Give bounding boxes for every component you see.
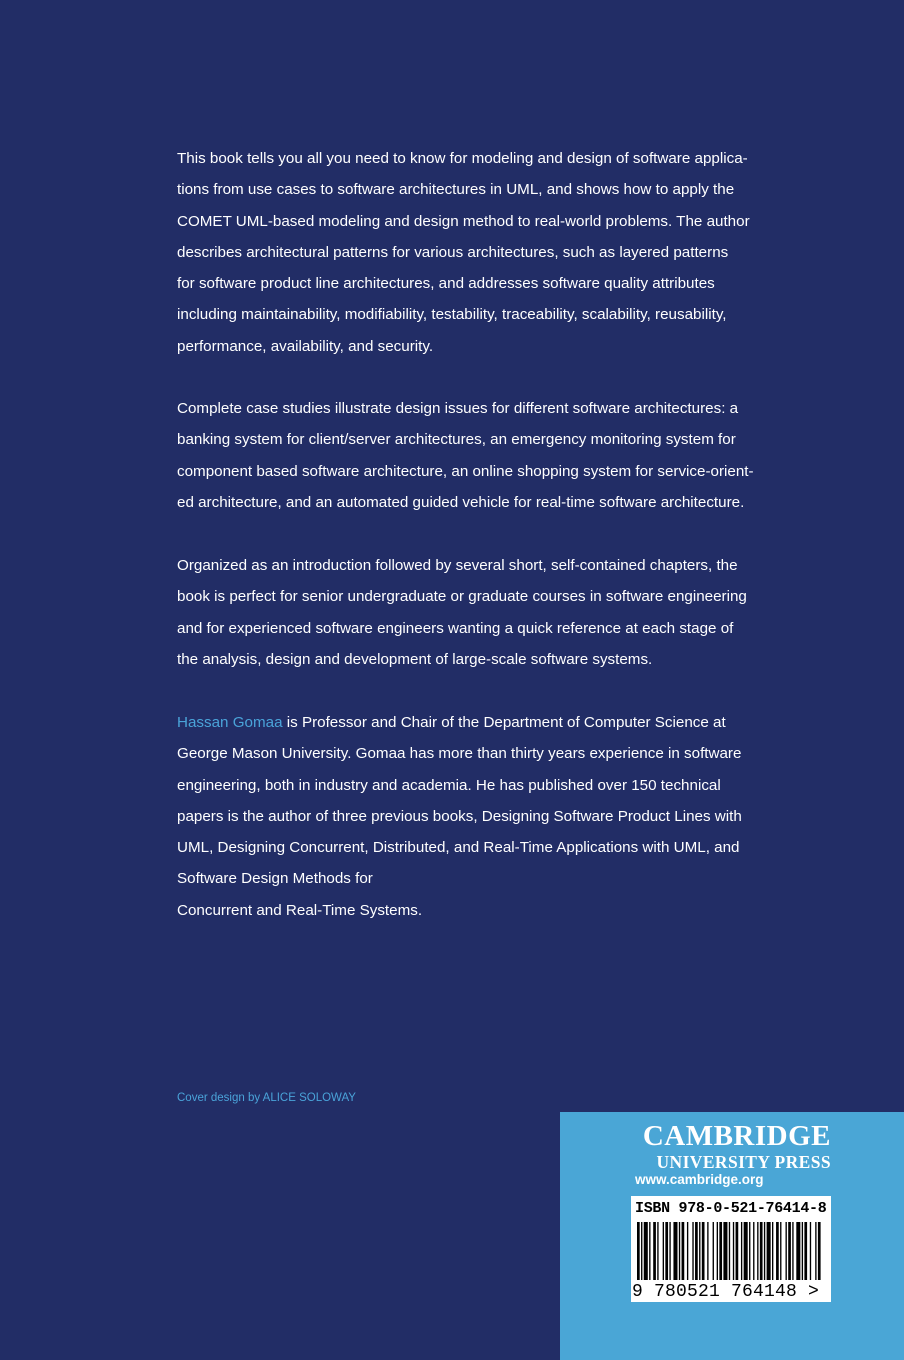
barcode-bar: [733, 1222, 734, 1280]
barcode-bar: [679, 1222, 680, 1280]
barcode-bar: [637, 1222, 640, 1280]
publisher-panel: [560, 1112, 904, 1360]
publisher-url[interactable]: www.cambridge.org: [635, 1172, 764, 1187]
barcode-bar: [776, 1222, 779, 1280]
barcode-bar: [653, 1222, 656, 1280]
barcode-bar: [657, 1222, 658, 1280]
barcode-bar: [741, 1222, 742, 1280]
cover-design-credit: Cover design by ALICE SOLOWAY: [177, 1092, 356, 1104]
barcode-bar: [682, 1222, 685, 1280]
barcode-bar: [772, 1222, 773, 1280]
barcode-bar: [786, 1222, 787, 1280]
barcode-bar: [649, 1222, 650, 1280]
barcode-bar: [780, 1222, 781, 1280]
barcode-bar: [767, 1222, 771, 1280]
isbn-barcode-box: [631, 1196, 831, 1302]
author-bio-text: is Professor and Chair of the Department of Computer Science at George Mason University. Gomaa has more than thirty years experience in software engineering, both in industry and academia. He has published over 150 technical papers is the author of three previous books, Designing Software Product Lines with UML, Designing Concurrent, Distributed, and Real-Time Applications with UML, and Software Design Methods for Concurrent and Real-Time Systems.: [177, 714, 742, 919]
barcode-bar: [669, 1222, 670, 1280]
barcode-bar: [702, 1222, 705, 1280]
barcode-bar: [753, 1222, 754, 1280]
barcode-bar: [663, 1222, 664, 1280]
barcode-bar: [802, 1222, 803, 1280]
barcode-bar: [815, 1222, 816, 1280]
barcode-bar: [757, 1222, 758, 1280]
barcode-bar: [810, 1222, 811, 1280]
barcode-bar: [723, 1222, 727, 1280]
barcode-bar: [818, 1222, 821, 1280]
barcode-bar: [796, 1222, 800, 1280]
barcode-bar: [744, 1222, 748, 1280]
barcode-bar: [713, 1222, 714, 1280]
description-paragraph-2: Complete case studies illustrate design issues for different software architectures: a banking system for client/server architectures, an emergency monitoring system for component based software architecture, an online shopping system for service-orient- ed architecture, and an automated guided vehicle for real-time software architecture.: [177, 400, 754, 511]
barcode-bar: [792, 1222, 793, 1280]
barcode-digits: 9 780521 764148 >: [632, 1282, 820, 1302]
description-paragraph-3: Organized as an introduction followed by several short, self-contained chapters, the book is perfect for senior undergraduate or graduate courses in software engineering and for experienced software engineers wanting a quick reference at each stage of the analysis, design and development of large-scale software systems.: [177, 557, 747, 668]
barcode-bar: [695, 1222, 698, 1280]
isbn-label: ISBN 978-0-521-76414-8: [635, 1200, 827, 1217]
barcode-bar: [760, 1222, 763, 1280]
barcode-bar: [736, 1222, 739, 1280]
author-name: Hassan Gomaa: [177, 714, 283, 731]
barcode-bar: [719, 1222, 722, 1280]
barcode-bar: [644, 1222, 648, 1280]
barcode-bar: [788, 1222, 791, 1280]
barcode-bar: [699, 1222, 700, 1280]
barcode-bar: [749, 1222, 750, 1280]
barcode-bar: [692, 1222, 693, 1280]
barcode-bar: [673, 1222, 677, 1280]
barcode-icon: [635, 1222, 825, 1280]
publisher-name: CAMBRIDGE: [642, 1120, 831, 1152]
barcode-bar: [717, 1222, 718, 1280]
barcode-bar: [641, 1222, 642, 1280]
barcode-bar: [687, 1222, 688, 1280]
author-bio-paragraph: [177, 707, 797, 926]
barcode-bar: [707, 1222, 708, 1280]
barcode-bar: [729, 1222, 730, 1280]
barcode-bar: [665, 1222, 668, 1280]
description-paragraph-1: This book tells you all you need to know for modeling and design of software applica- tions from use cases to software architectures in UML, and shows how to apply the COMET UML-based modeling and design method to real-world problems. The author describes architectural patterns for various architectures, such as layered patterns for software product line architectures, and addresses software quality attributes including maintainability, modifiability, testability, traceability, scalability, reusability, performance, availability, and security.: [177, 150, 750, 355]
publisher-subname: UNIVERSITY PRESS: [656, 1152, 831, 1172]
barcode-bar: [764, 1222, 765, 1280]
barcode-bar: [804, 1222, 807, 1280]
